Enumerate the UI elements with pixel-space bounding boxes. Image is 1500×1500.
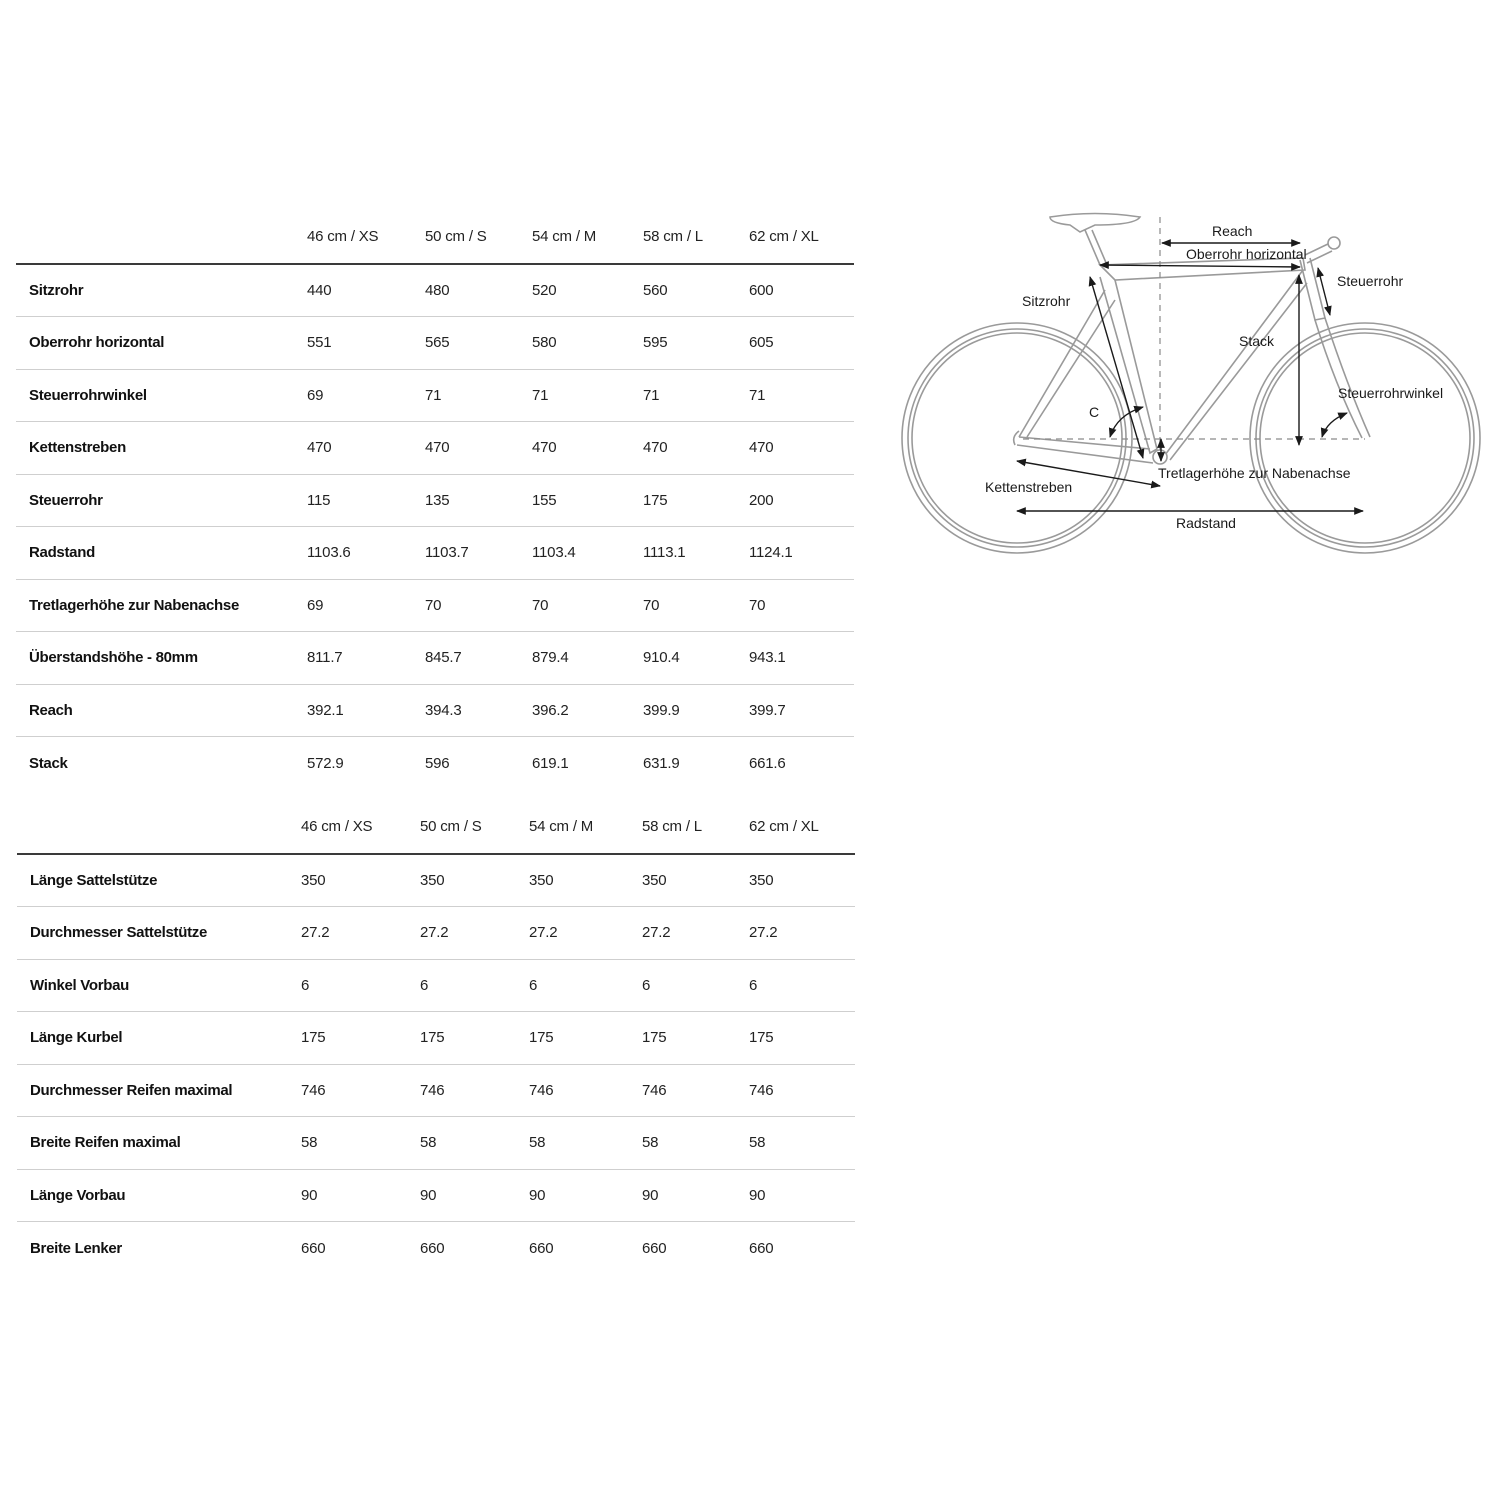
cell-value: 350 <box>301 872 326 889</box>
cell-value: 200 <box>749 491 774 509</box>
cell-value: 600 <box>749 282 774 299</box>
row-label: Winkel Vorbau <box>30 976 130 994</box>
geometry-header-row <box>16 210 854 264</box>
geometry-row <box>16 684 854 737</box>
cell-value: 27.2 <box>749 924 778 942</box>
size-header-xl: 62 cm / XL <box>749 228 819 245</box>
label-top-tube: Oberrohr horizontal <box>1186 246 1307 262</box>
label-wheelbase: Radstand <box>1176 515 1236 531</box>
row-label: Länge Vorbau <box>30 1186 126 1204</box>
cell-value: 470 <box>749 439 774 457</box>
cell-value: 350 <box>529 872 554 889</box>
cell-value: 746 <box>749 1081 774 1099</box>
cell-value: 440 <box>307 282 332 299</box>
cell-value: 27.2 <box>420 924 449 942</box>
label-bb-drop: Tretlagerhöhe zur Nabenachse <box>1158 465 1351 481</box>
row-label: Breite Lenker <box>30 1239 122 1257</box>
row-label: Oberrohr horizontal <box>29 334 165 352</box>
cell-value: 595 <box>643 334 668 352</box>
cell-value: 580 <box>532 334 557 352</box>
row-label: Überstandshöhe - 80mm <box>29 649 198 667</box>
cell-value: 910.4 <box>643 649 680 667</box>
size-header-l: 58 cm / L <box>642 818 702 835</box>
geometry-row <box>16 579 854 632</box>
cell-value: 399.7 <box>749 701 786 719</box>
row-label: Kettenstreben <box>29 439 126 457</box>
size-header-xs: 46 cm / XS <box>301 818 373 835</box>
cell-value: 58 <box>420 1134 437 1152</box>
cell-value: 572.9 <box>307 754 344 772</box>
cell-value: 90 <box>301 1186 318 1204</box>
cell-value: 135 <box>425 491 450 509</box>
bike-geometry-diagram <box>895 205 1495 565</box>
seat-tube-arrow-icon <box>1090 277 1143 458</box>
cell-value: 845.7 <box>425 649 462 667</box>
cell-value: 470 <box>425 439 450 457</box>
row-label: Durchmesser Reifen maximal <box>30 1081 233 1099</box>
size-header-s: 50 cm / S <box>425 228 487 245</box>
label-head-tube: Steuerrohr <box>1337 273 1404 289</box>
components-row <box>17 1169 855 1222</box>
row-label: Steuerrohr <box>29 491 103 509</box>
cell-value: 350 <box>642 872 667 889</box>
cell-value: 394.3 <box>425 701 462 719</box>
cell-value: 470 <box>307 439 332 457</box>
cell-value: 1113.1 <box>643 544 686 562</box>
cell-value: 1103.4 <box>532 544 576 562</box>
cell-value: 619.1 <box>532 754 569 772</box>
cell-value: 71 <box>643 386 660 404</box>
components-row <box>17 907 855 960</box>
cell-value: 605 <box>749 334 774 352</box>
components-row <box>17 1012 855 1065</box>
cell-value: 480 <box>425 282 450 299</box>
geometry-row <box>16 422 854 475</box>
head-tube-arrow-icon <box>1318 268 1330 315</box>
cell-value: 115 <box>307 491 331 509</box>
components-row <box>17 854 855 907</box>
cell-value: 27.2 <box>642 924 671 942</box>
cell-value: 1103.6 <box>307 544 351 562</box>
cell-value: 175 <box>529 1029 554 1047</box>
cell-value: 560 <box>643 282 668 299</box>
row-label: Steuerrohrwinkel <box>29 386 147 404</box>
cell-value: 69 <box>307 386 324 404</box>
size-header-l: 58 cm / L <box>643 228 703 245</box>
cell-value: 58 <box>642 1134 659 1152</box>
cell-value: 175 <box>420 1029 445 1047</box>
cell-value: 71 <box>532 386 549 404</box>
cell-value: 565 <box>425 334 450 352</box>
cell-value: 746 <box>529 1081 554 1099</box>
cell-value: 71 <box>425 386 442 404</box>
cell-value: 90 <box>749 1186 766 1204</box>
cell-value: 1124.1 <box>749 544 793 562</box>
row-label: Tretlagerhöhe zur Nabenachse <box>29 596 240 614</box>
row-label: Breite Reifen maximal <box>30 1134 181 1152</box>
header-empty <box>17 800 301 854</box>
row-label: Stack <box>29 754 68 772</box>
cell-value: 596 <box>425 754 450 772</box>
geometry-row <box>16 737 854 790</box>
cell-value: 70 <box>749 596 766 614</box>
header-empty <box>16 210 307 264</box>
cell-value: 58 <box>749 1134 766 1152</box>
cell-value: 71 <box>749 386 766 404</box>
cell-value: 70 <box>425 596 442 614</box>
cell-value: 6 <box>420 976 429 994</box>
cell-value: 1103.7 <box>425 544 469 562</box>
label-head-angle: Steuerrohrwinkel <box>1338 385 1444 401</box>
cell-value: 6 <box>529 976 538 994</box>
components-row <box>17 1064 855 1117</box>
cell-value: 392.1 <box>307 701 344 719</box>
cell-value: 746 <box>420 1081 445 1099</box>
geometry-row <box>16 632 854 685</box>
cell-value: 69 <box>307 596 324 614</box>
cell-value: 175 <box>749 1029 774 1047</box>
cell-value: 660 <box>420 1239 445 1257</box>
cell-value: 396.2 <box>532 701 569 719</box>
label-seat-angle: C <box>1089 404 1100 420</box>
row-label: Durchmesser Sattelstütze <box>30 924 208 942</box>
cell-value: 350 <box>420 872 445 889</box>
components-row <box>17 1222 855 1275</box>
geometry-row <box>16 317 854 370</box>
cell-value: 551 <box>307 334 332 352</box>
cell-value: 90 <box>420 1186 437 1204</box>
cell-value: 470 <box>643 439 668 457</box>
label-seat-tube: Sitzrohr <box>1022 293 1071 309</box>
label-chainstay: Kettenstreben <box>985 479 1073 495</box>
rear-wheel-icon <box>902 323 1132 553</box>
label-stack: Stack <box>1239 333 1275 349</box>
front-wheel-icon <box>1250 323 1480 553</box>
cell-value: 70 <box>643 596 660 614</box>
label-reach: Reach <box>1212 223 1253 239</box>
cell-value: 175 <box>642 1029 667 1047</box>
size-header-m: 54 cm / M <box>529 818 594 835</box>
row-label: Länge Kurbel <box>30 1029 123 1047</box>
row-label: Sitzrohr <box>29 282 84 299</box>
cell-value: 58 <box>301 1134 318 1152</box>
cell-value: 470 <box>532 439 557 457</box>
cell-value: 90 <box>642 1186 659 1204</box>
cell-value: 746 <box>301 1081 326 1099</box>
cell-value: 879.4 <box>532 649 569 667</box>
cell-value: 660 <box>301 1239 326 1257</box>
size-header-m: 54 cm / M <box>532 228 597 245</box>
cell-value: 155 <box>532 491 557 509</box>
row-label: Länge Sattelstütze <box>30 872 158 889</box>
cell-value: 746 <box>642 1081 667 1099</box>
head-angle-arrow-icon <box>1322 413 1347 437</box>
row-label: Radstand <box>29 544 95 562</box>
cell-value: 6 <box>301 976 310 994</box>
cell-value: 27.2 <box>529 924 558 942</box>
cell-value: 70 <box>532 596 549 614</box>
cell-value: 661.6 <box>749 754 786 772</box>
row-label: Reach <box>29 701 73 719</box>
components-header-row <box>17 800 855 854</box>
components-row <box>17 1117 855 1170</box>
size-header-s: 50 cm / S <box>420 818 482 835</box>
cell-value: 350 <box>749 872 774 889</box>
cell-value: 175 <box>301 1029 326 1047</box>
cell-value: 631.9 <box>643 754 680 772</box>
cell-value: 6 <box>642 976 651 994</box>
components-table <box>17 800 855 1274</box>
geometry-table <box>16 210 854 789</box>
components-row <box>17 959 855 1012</box>
cell-value: 6 <box>749 976 758 994</box>
geometry-row <box>16 474 854 527</box>
cell-value: 811.7 <box>307 649 343 667</box>
geometry-row <box>16 527 854 580</box>
size-header-xs: 46 cm / XS <box>307 228 379 245</box>
cell-value: 90 <box>529 1186 546 1204</box>
cell-value: 660 <box>529 1239 554 1257</box>
cell-value: 58 <box>529 1134 546 1152</box>
cell-value: 660 <box>642 1239 667 1257</box>
geometry-row <box>16 369 854 422</box>
cell-value: 175 <box>643 491 668 509</box>
cell-value: 943.1 <box>749 649 786 667</box>
cell-value: 399.9 <box>643 701 680 719</box>
cell-value: 520 <box>532 282 557 299</box>
geometry-row <box>16 264 854 317</box>
cell-value: 660 <box>749 1239 774 1257</box>
size-header-xl: 62 cm / XL <box>749 818 819 835</box>
cell-value: 27.2 <box>301 924 330 942</box>
